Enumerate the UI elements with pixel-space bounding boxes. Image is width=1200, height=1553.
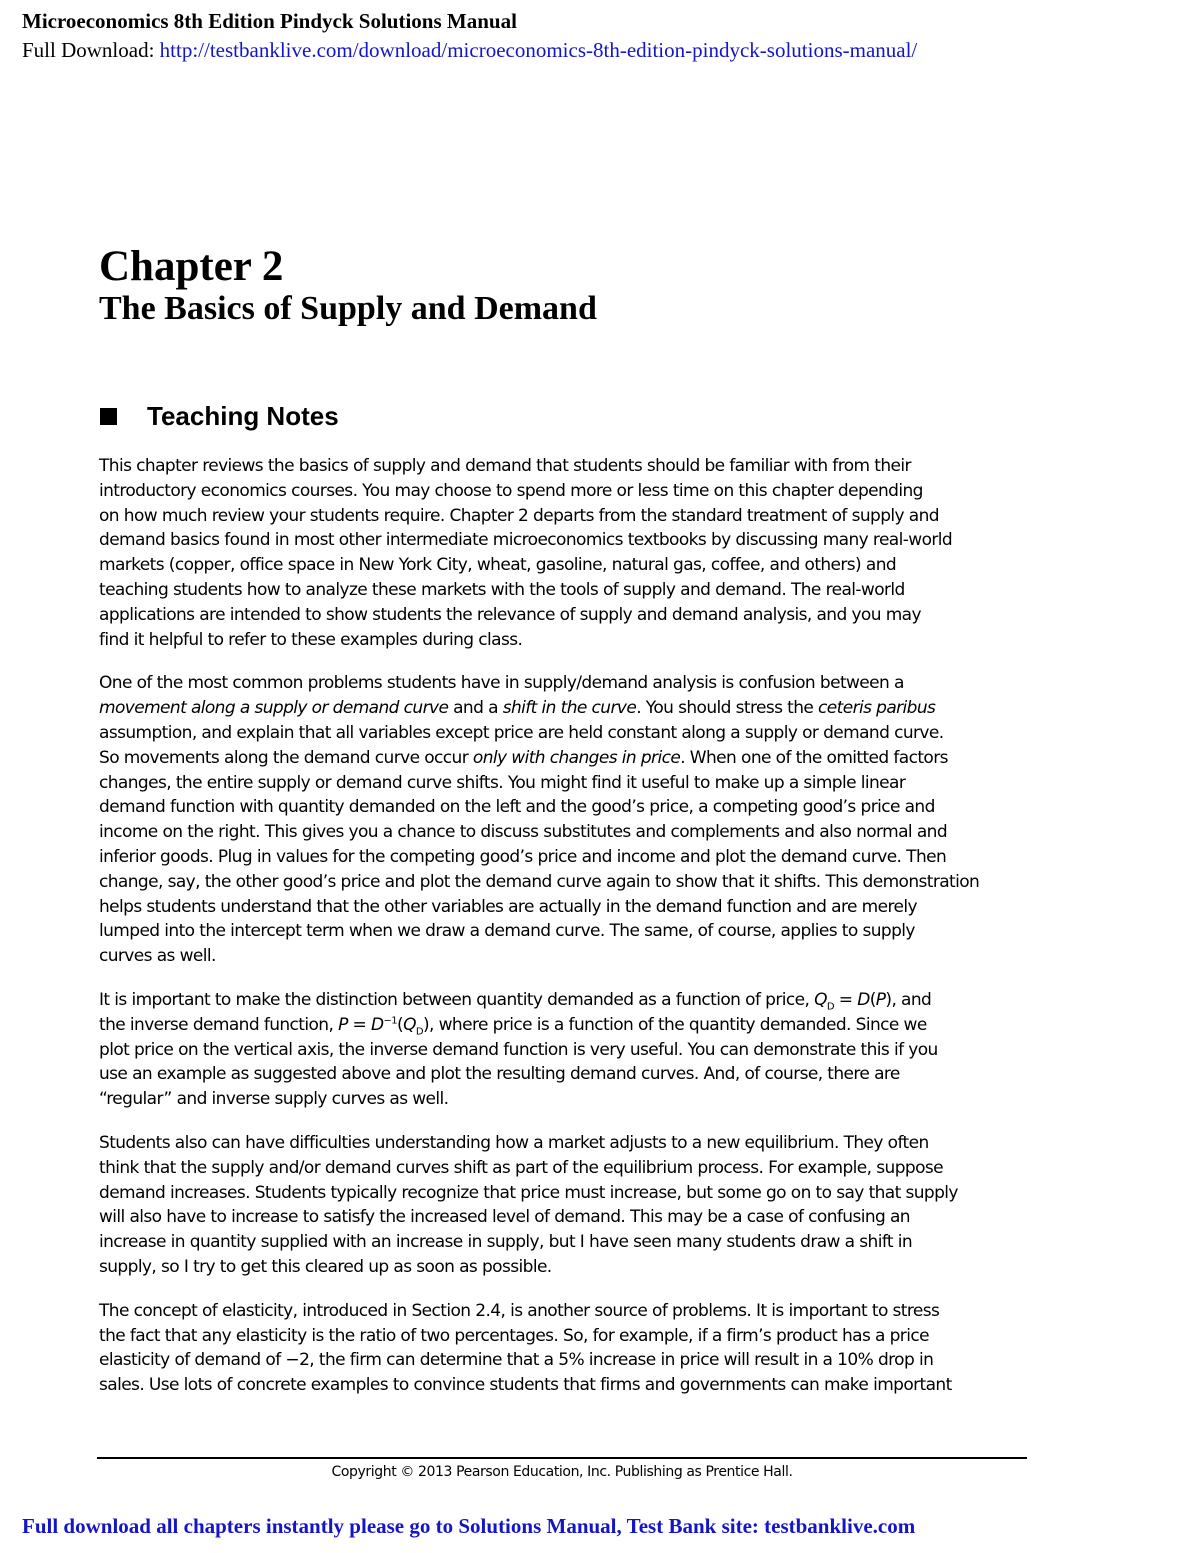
text-run: and a — [448, 698, 503, 719]
text-line: increase in quantity supplied with an increase in supply, but I have seen many students draw a shift in — [99, 1232, 913, 1253]
document-source-title: Microeconomics 8th Edition Pindyck Solutions Manual — [22, 9, 517, 33]
footer-divider — [97, 1457, 1027, 1459]
text-line: lumped into the intercept term when we draw a demand curve. The same, of course, applies to supply — [99, 921, 915, 942]
paragraph-4 — [99, 1131, 1027, 1280]
body-text — [99, 454, 1027, 1417]
text-line: plot price on the vertical axis, the inverse demand function is very useful. You can demonstrate this if you — [99, 1039, 938, 1060]
italic-phrase: ceteris paribus — [818, 698, 936, 719]
text-line: income on the right. This gives you a chance to discuss substitutes and complements and also normal and — [99, 822, 948, 843]
chapter-title: The Basics of Supply and Demand — [99, 290, 597, 327]
math-var: Q — [403, 1014, 416, 1035]
italic-phrase: only with changes in price — [472, 747, 681, 768]
text-line: sales. Use lots of concrete examples to convince students that firms and governments can make important — [99, 1375, 952, 1396]
paragraph-3 — [99, 988, 1027, 1112]
text-line: supply, so I try to get this cleared up as soon as possible. — [99, 1256, 552, 1277]
paragraph-1 — [99, 454, 1027, 652]
text-line: inferior goods. Plug in values for the competing good’s price and income and plot the demand curve. Then — [99, 846, 947, 867]
text-line: helps students understand that the other variables are actually in the demand function and are merely — [99, 896, 917, 917]
text-line: teaching students how to analyze these markets with the tools of supply and demand. The real-world — [99, 579, 905, 600]
text-line: Students also can have difficulties understanding how a market adjusts to a new equilibrium. They often — [99, 1132, 929, 1153]
text-line-rich — [99, 696, 1027, 721]
math-subscript: D — [826, 1001, 834, 1013]
square-bullet-icon — [100, 408, 117, 425]
text-line: find it helpful to refer to these examples during class. — [99, 629, 523, 650]
text-run: . You should stress the — [636, 698, 819, 719]
math-superscript: −1 — [383, 1015, 398, 1027]
text-line: curves as well. — [99, 946, 216, 967]
math-var: P — [875, 989, 886, 1010]
text-line: change, say, the other good’s price and plot the demand curve again to show that it shifts. This demonstration — [99, 871, 980, 892]
text-line: markets (copper, office space in New York City, wheat, gasoline, natural gas, coffee, and others) and — [99, 555, 897, 576]
download-line — [22, 38, 917, 63]
download-link[interactable]: http://testbanklive.com/download/microeconomics-8th-edition-pindyck-solutions-manual/ — [159, 38, 918, 62]
text-run: ( — [869, 989, 876, 1010]
math-var: D — [857, 989, 870, 1010]
section-heading-text: Teaching Notes — [147, 401, 339, 431]
text-line-formula — [99, 988, 1027, 1013]
math-subscript: D — [415, 1026, 423, 1038]
text-line: The concept of elasticity, introduced in Section 2.4, is another source of problems. It is important to stress — [99, 1300, 940, 1321]
text-line: demand function with quantity demanded on the left and the good’s price, a competing good’s price and — [99, 797, 935, 818]
text-line: applications are intended to show students the relevance of supply and demand analysis, and you may — [99, 604, 921, 625]
text-line: This chapter reviews the basics of supply and demand that students should be familiar with from their — [99, 456, 911, 476]
text-run: ( — [397, 1014, 404, 1035]
text-line: elasticity of demand of −2, the firm can determine that a 5% increase in price will result in a 10% drop in — [99, 1350, 934, 1371]
text-run: It is important to make the distinction between quantity demanded as a function of price, — [99, 989, 815, 1010]
text-run: ), where price is a function of the quantity demanded. Since we — [422, 1014, 927, 1035]
italic-phrase: shift in the curve — [502, 698, 637, 719]
text-line: demand basics found in most other intermediate microeconomics textbooks by discussing many real-world — [99, 530, 953, 551]
text-line: introductory economics courses. You may choose to spend more or less time on this chapter depending — [99, 480, 923, 501]
text-line-formula — [99, 1013, 1027, 1038]
paragraph-5 — [99, 1299, 1027, 1398]
section-heading — [99, 401, 339, 432]
text-line: demand increases. Students typically recognize that price must increase, but some go on to say that supply — [99, 1182, 958, 1203]
text-run: . When one of the omitted factors — [680, 747, 948, 768]
download-banner[interactable]: Full download all chapters instantly please go to Solutions Manual, Test Bank site: testbanklive.com — [22, 1514, 916, 1538]
text-line: One of the most common problems students have in supply/demand analysis is confusion between a — [99, 673, 904, 694]
download-label: Full Download: — [22, 38, 160, 62]
text-line-rich — [99, 746, 1027, 771]
chapter-number: Chapter 2 — [99, 243, 284, 290]
math-var: P — [338, 1014, 348, 1035]
text-line: changes, the entire supply or demand curve shifts. You might find it useful to make up a simple linear — [99, 772, 906, 793]
text-run: the inverse demand function, — [99, 1014, 339, 1035]
text-run: So movements along the demand curve occur — [99, 747, 473, 768]
text-line: the fact that any elasticity is the ratio of two percentages. So, for example, if a firm’s product has a price — [99, 1325, 929, 1346]
text-run: = — [833, 989, 858, 1010]
math-var: D — [371, 1014, 384, 1035]
text-line: use an example as suggested above and plot the resulting demand curves. And, of course, there are — [99, 1064, 900, 1085]
paragraph-2 — [99, 671, 1027, 969]
text-line: think that the supply and/or demand curves shift as part of the equilibrium process. For example, suppose — [99, 1157, 944, 1178]
math-var: Q — [814, 989, 827, 1010]
text-line: “regular” and inverse supply curves as well. — [99, 1089, 449, 1110]
text-run: = — [347, 1014, 371, 1035]
italic-phrase: movement along a supply or demand curve — [99, 698, 449, 719]
text-line: on how much review your students require. Chapter 2 departs from the standard treatment of supply and — [99, 505, 939, 526]
text-line: will also have to increase to satisfy the increased level of demand. This may be a case of confusing an — [99, 1207, 910, 1228]
text-run: ), and — [885, 989, 932, 1010]
text-line: assumption, and explain that all variables except price are held constant along a supply or demand curve. — [99, 722, 944, 743]
copyright-notice: Copyright © 2013 Pearson Education, Inc. Publishing as Prentice Hall. — [331, 1464, 793, 1480]
